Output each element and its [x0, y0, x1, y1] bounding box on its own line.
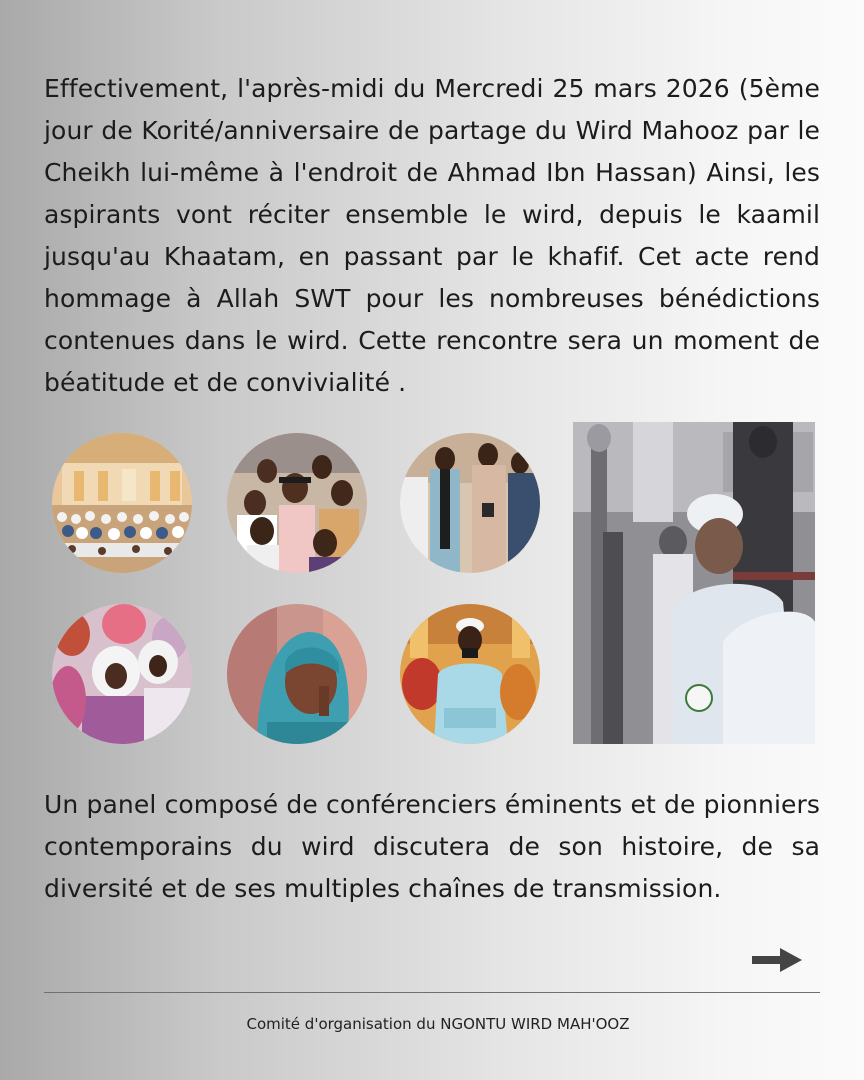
photo-young-group — [227, 433, 367, 573]
photo-women-veils — [52, 604, 192, 744]
intro-paragraph: Effectivement, l'après-midi du Mercredi 25 mars 2026 (5ème jour de Korité/anniversaire de partage du Wird Mahooz par le Cheikh lui-même à l'endroit de Ahmad Ibn Hassan) Ainsi, les aspirants vont réciter ensemble le wird, depuis le kaamil jusqu'au Khaatam, en passant par le khafif. Cet acte rend hommage à Allah SWT pour les nombreuses bénédictions contenues dans le wird. Cette rencontre sera un moment de béatitude et de convivialité . — [44, 74, 820, 397]
photo-men-white-attire — [573, 422, 815, 744]
photo-woman-blue-veil — [227, 604, 367, 744]
photo-mosque-gathering — [52, 433, 192, 573]
photo-traditional-dress — [400, 433, 540, 573]
photo-seated-man — [400, 604, 540, 744]
footer-divider — [44, 992, 820, 993]
panel-paragraph: Un panel composé de conférenciers éminents et de pionniers contemporains du wird discutera de son histoire, de sa diversité et de ses multiples chaînes de transmission. — [44, 790, 820, 903]
footer-organizer: Comité d'organisation du NGONTU WIRD MAH'OOZ — [246, 1015, 630, 1033]
arrow-right-icon[interactable] — [750, 946, 804, 974]
